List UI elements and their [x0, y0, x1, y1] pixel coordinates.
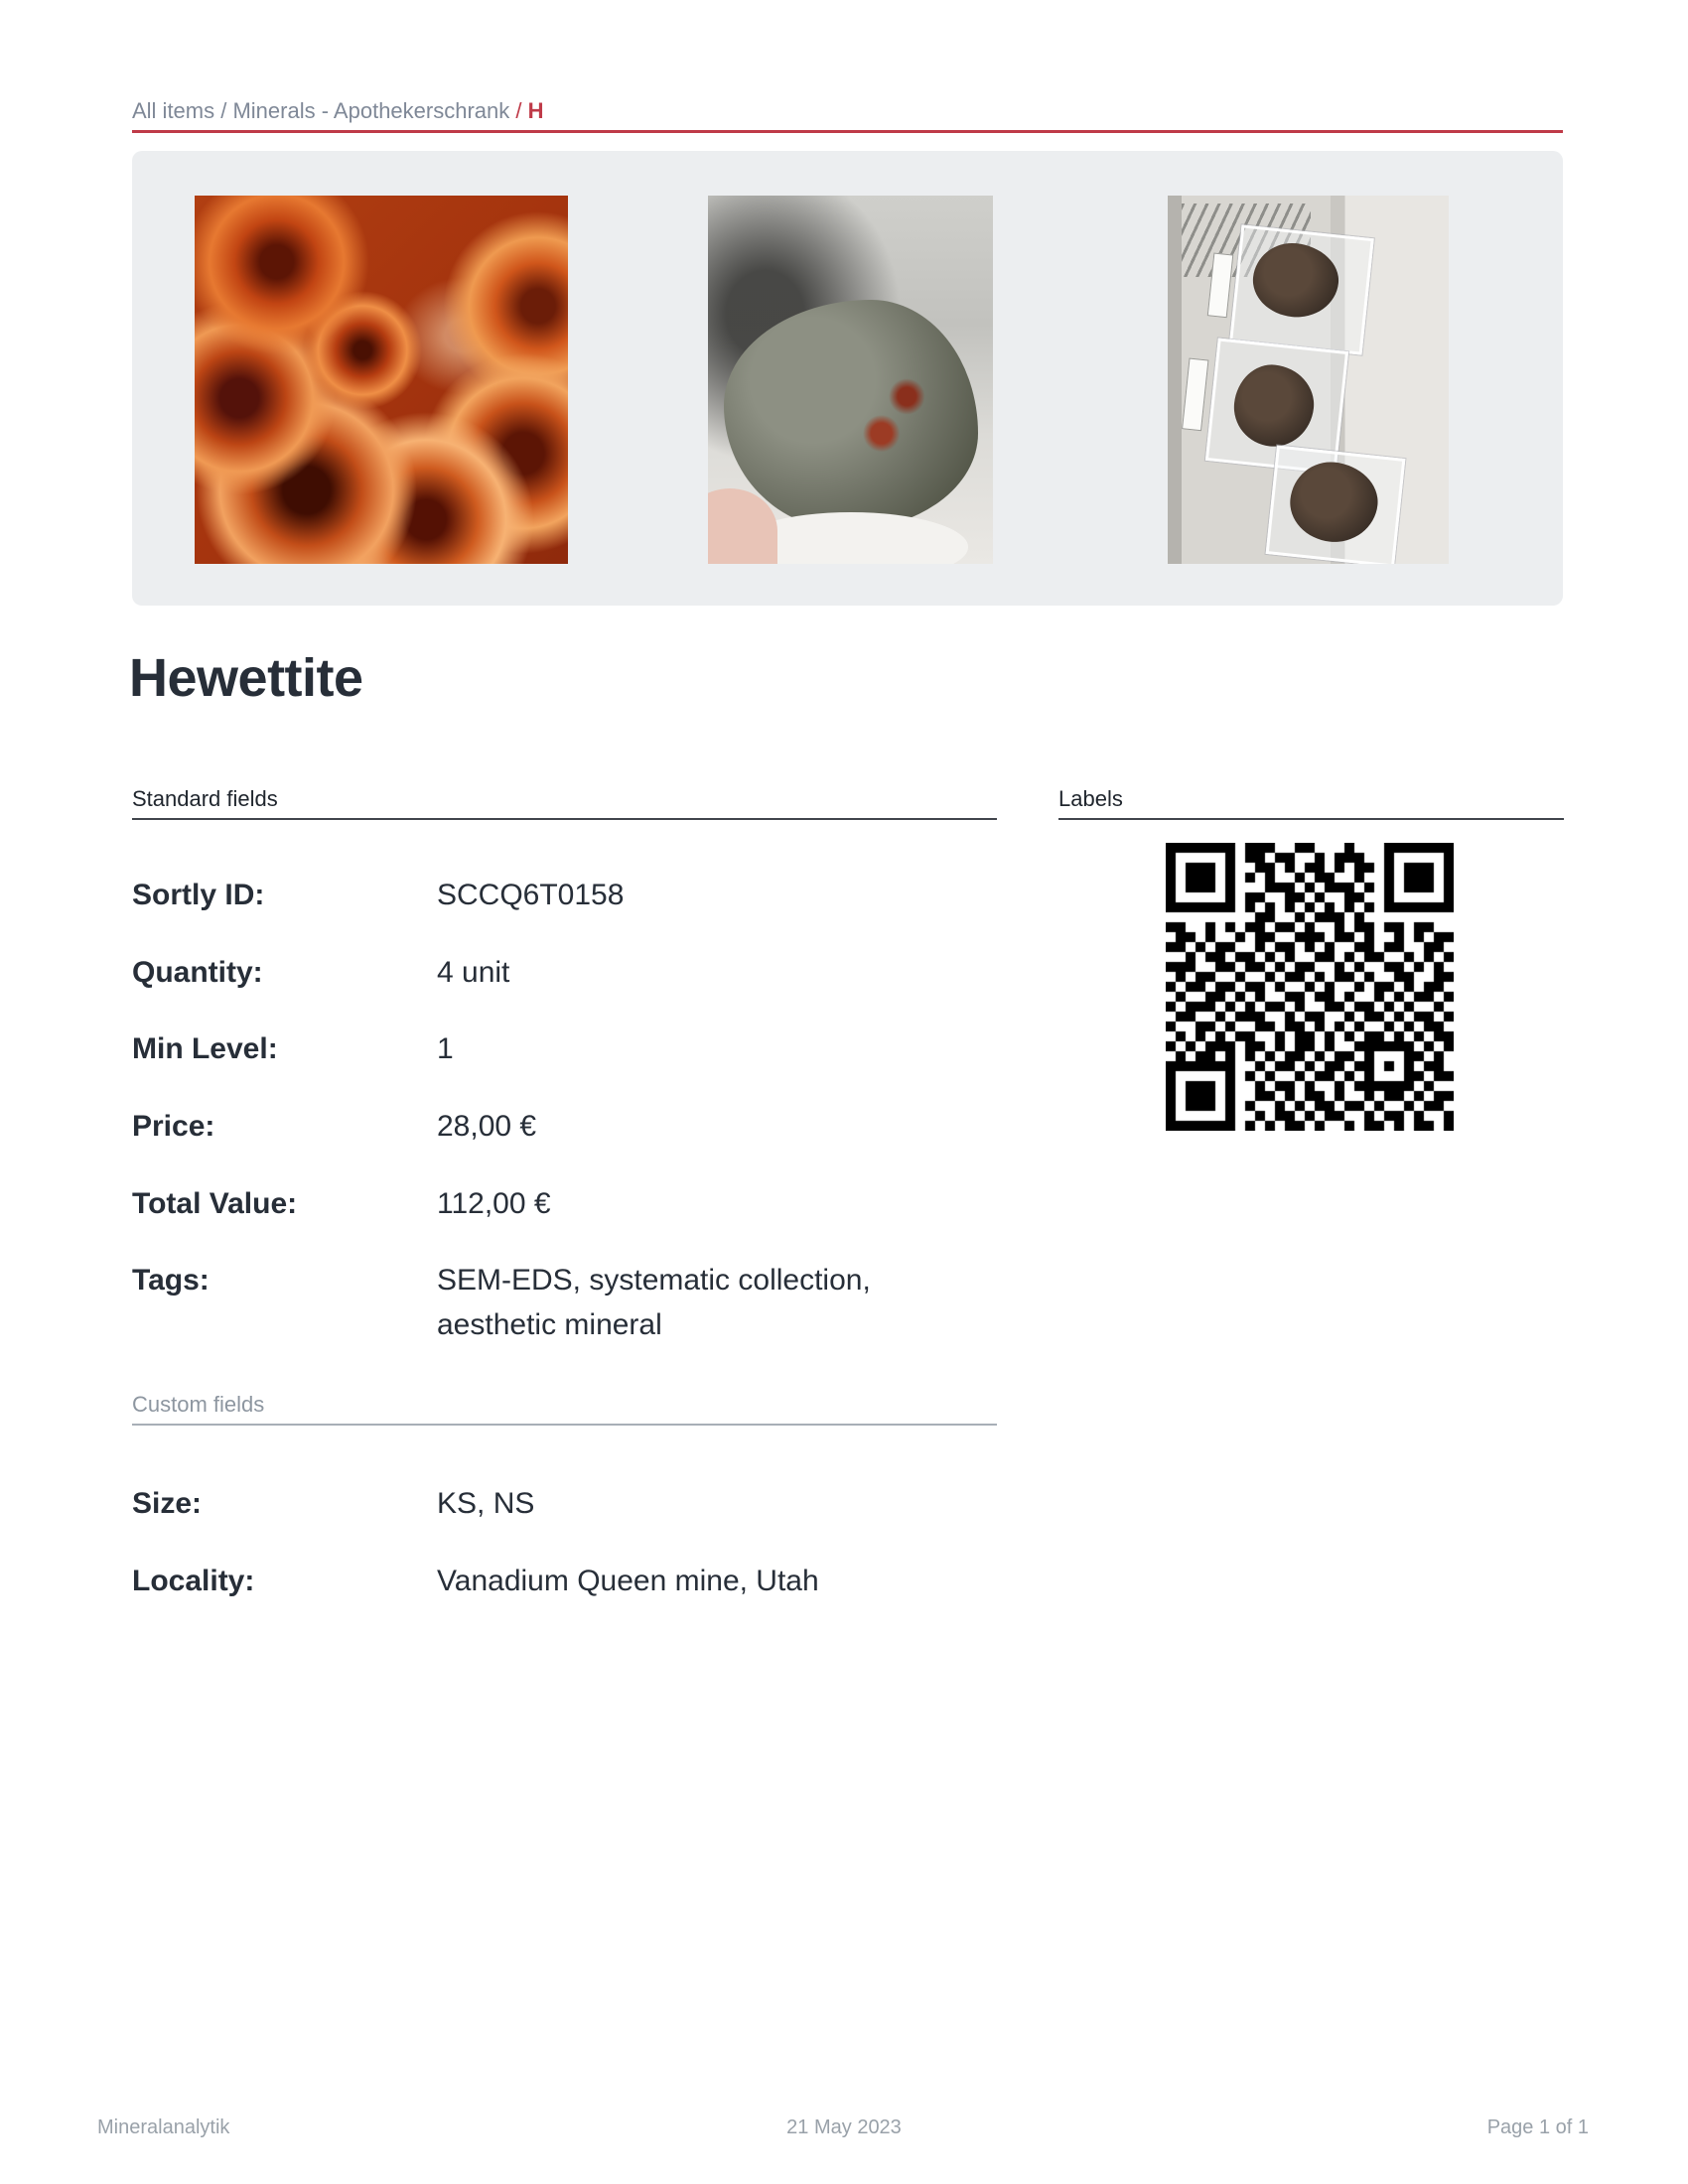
specimen-shape	[1286, 458, 1381, 546]
specimen-label-strip	[1182, 357, 1208, 431]
acrylic-box	[1266, 446, 1406, 564]
specimen-shape	[1230, 361, 1318, 451]
field-label: Size:	[132, 1487, 203, 1520]
breadcrumb-underline	[132, 130, 1563, 133]
photo-strip-panel	[132, 151, 1563, 606]
photo-hewettite-specimen	[708, 196, 993, 564]
field-value: Vanadium Queen mine, Utah	[437, 1565, 819, 1597]
photo-hewettite-closeup	[195, 196, 568, 564]
field-value: 112,00 €	[437, 1187, 551, 1220]
footer-date: 21 May 2023	[786, 2116, 902, 2138]
page-footer	[0, 2116, 1688, 2146]
field-value: 28,00 €	[437, 1110, 537, 1143]
field-label: Price:	[132, 1110, 215, 1143]
qr-code	[1166, 843, 1454, 1131]
field-label: Locality:	[132, 1565, 255, 1597]
page-title: Hewettite	[129, 648, 363, 708]
footer-account-name: Mineralanalytik	[97, 2116, 230, 2138]
field-value: 4 unit	[437, 956, 510, 989]
breadcrumb-current-folder: H	[527, 98, 544, 123]
rock-specimen-shape	[724, 300, 978, 530]
field-value: SEM-EDS, systematic collection, aesthetic mineral	[437, 1264, 871, 1341]
custom-fields-heading: Custom fields	[132, 1393, 997, 1426]
field-label: Quantity:	[132, 956, 263, 989]
photo-cabinet-boxes	[1168, 196, 1449, 564]
breadcrumb-trail: All items / Minerals - Apothekerschrank	[132, 98, 510, 123]
field-label: Total Value:	[132, 1187, 298, 1220]
specimen-shape	[1249, 239, 1341, 322]
breadcrumb-separator: /	[509, 98, 528, 123]
field-label: Min Level:	[132, 1032, 278, 1065]
field-value: SCCQ6T0158	[437, 879, 625, 911]
labels-heading: Labels	[1058, 787, 1564, 820]
field-value: 1	[437, 1032, 454, 1065]
field-label: Sortly ID:	[132, 879, 265, 911]
standard-fields-heading: Standard fields	[132, 787, 997, 820]
acrylic-box	[1229, 224, 1374, 354]
field-label: Tags:	[132, 1264, 210, 1297]
field-value: KS, NS	[437, 1487, 535, 1520]
breadcrumb	[132, 99, 544, 123]
footer-page-number: Page 1 of 1	[1486, 2116, 1589, 2138]
